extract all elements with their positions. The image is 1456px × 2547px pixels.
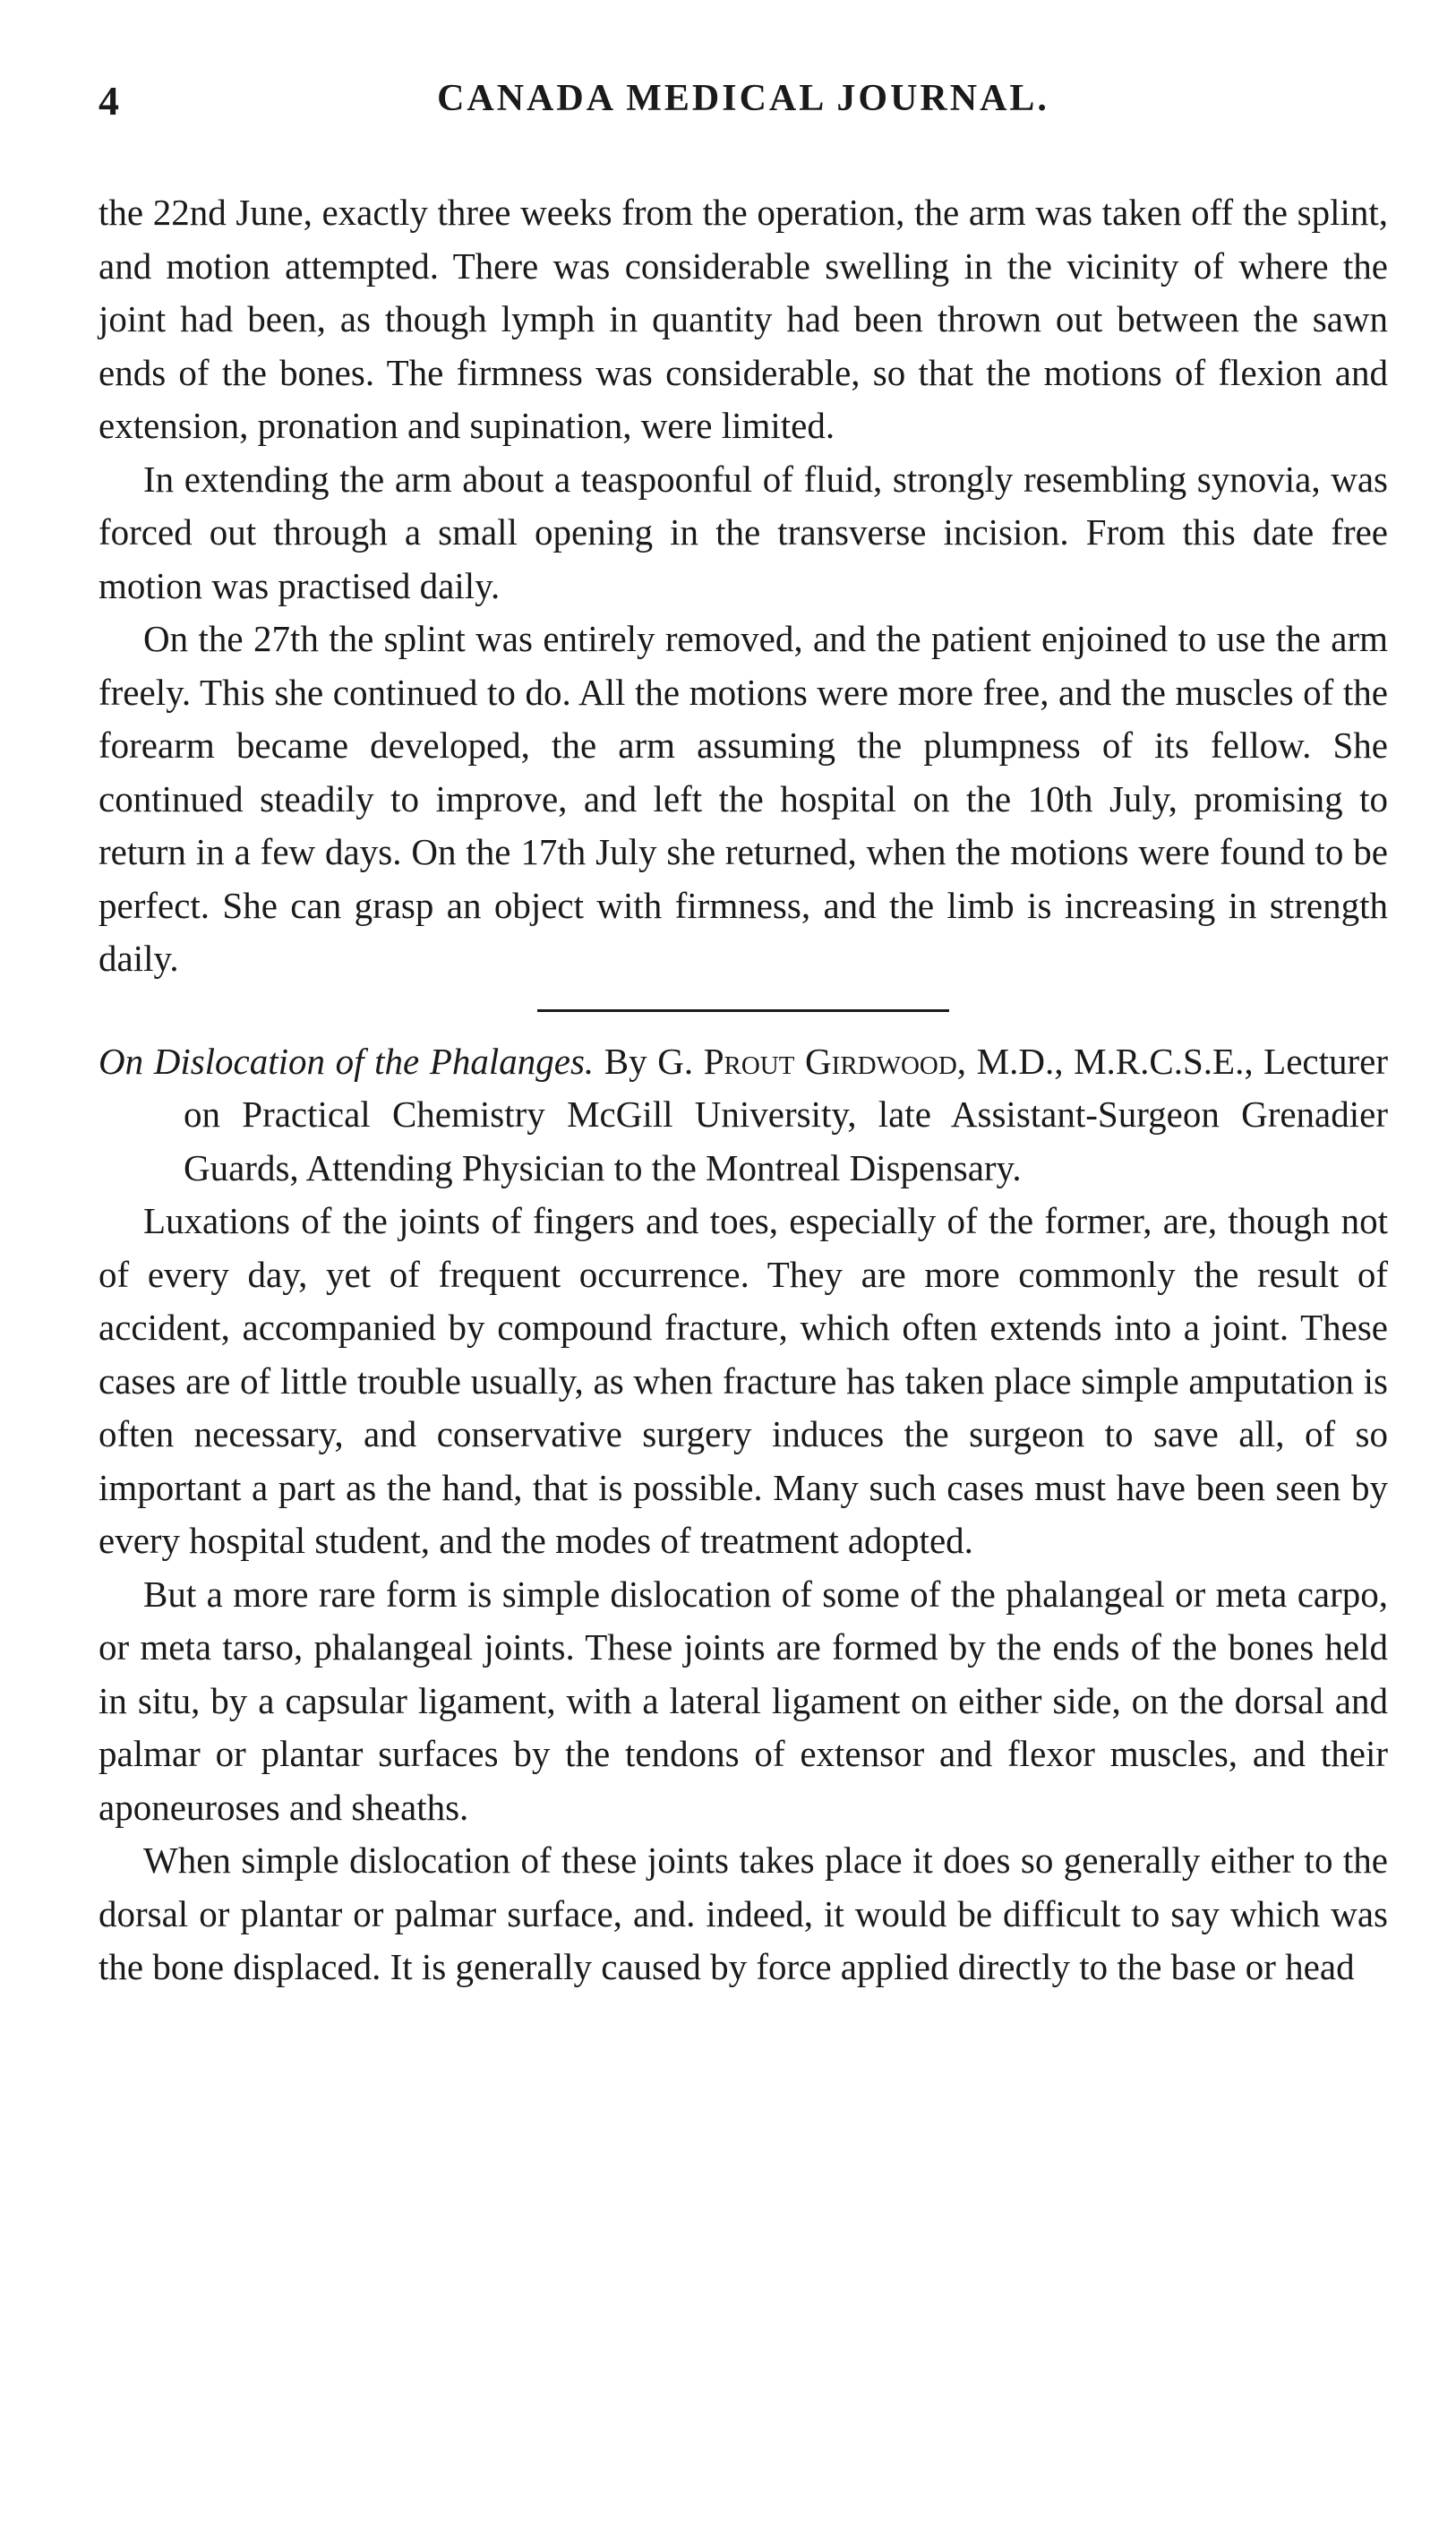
article-paragraph: Luxations of the joints of fingers and toes, especially of the former, are, though not of every day, yet of frequent occurrence. They are more commonly the result of accident, accompanied by compound fracture, which often extends into a joint. These cases are of little trouble usually, as when fracture has taken place simple amputation is often necessary, and conservative surgery induces the surgeon to save all, of so important a part as the hand, that is possible. Many such cases must have been seen by every hospital student, and the modes of treatment adopted.: [98, 1200, 1388, 1561]
journal-title: CANADA MEDICAL JOURNAL.: [437, 78, 1049, 119]
journal-page: [98, 72, 1388, 1994]
article-author: G. Prout Girdwood,: [657, 1040, 967, 1082]
case-report-section: [98, 186, 1388, 986]
page-number: 4: [98, 78, 121, 124]
article-paragraph: When simple dislocation of these joints takes place it does so generally either to the dorsal or plantar or palmar surface, and. indeed, it would be difficult to say which was the bone displaced. It is generally caused by force applied directly to the base or head: [98, 1840, 1388, 1987]
running-head: [98, 72, 1388, 134]
article-paragraph: But a more rare form is simple dislocation of some of the phalangeal or meta carpo, or meta tarso, phalangeal joints. These joints are formed by the ends of the bones held in situ, by a capsular ligament, with a lateral ligament on either side, on the dorsal and palmar or plantar surfaces by the tendons of extensor and flexor muscles, and their aponeuroses and sheaths.: [98, 1573, 1388, 1828]
case-report-paragraph: the 22nd June, exactly three weeks from the operation, the arm was taken off the splint, and motion attempted. There was considerable swelling in the vicinity of where the joint had been, as though lymph in quantity had been thrown out between the sawn ends of the bones. The firmness was considerable, so that the motions of flexion and extension, pronation and supination, were limited.: [98, 192, 1388, 446]
article-by: By: [604, 1040, 647, 1082]
case-report-paragraph: On the 27th the splint was entirely removed, and the patient enjoined to use the arm freely. This she continued to do. All the motions were more free, and the muscles of the forearm became developed, the arm assuming the plumpness of its fellow. She continued steadily to improve, and left the hospital on the 10th July, promising to return in a few days. On the 17th July she returned, when the motions were found to be perfect. She can grasp an object with firmness, and the limb is increasing in strength daily.: [98, 618, 1388, 979]
article-title: On Dislocation of the Phalanges.: [98, 1040, 595, 1082]
article-credentials: M.D., M.R.C.S.E., Lecturer on Practical Chemistry McGill University, late Assistant-Surgeon Grenadier Guards, Attending Physician to the Montreal Dispensary.: [184, 1040, 1389, 1188]
section-divider: [537, 1009, 949, 1012]
article-header: [98, 1035, 1388, 1196]
case-report-paragraph: In extending the arm about a teaspoonful of fluid, strongly resembling synovia, was forced out through a small opening in the transverse incision. From this date free motion was practised daily.: [98, 458, 1388, 606]
article-section: [98, 1035, 1388, 1994]
